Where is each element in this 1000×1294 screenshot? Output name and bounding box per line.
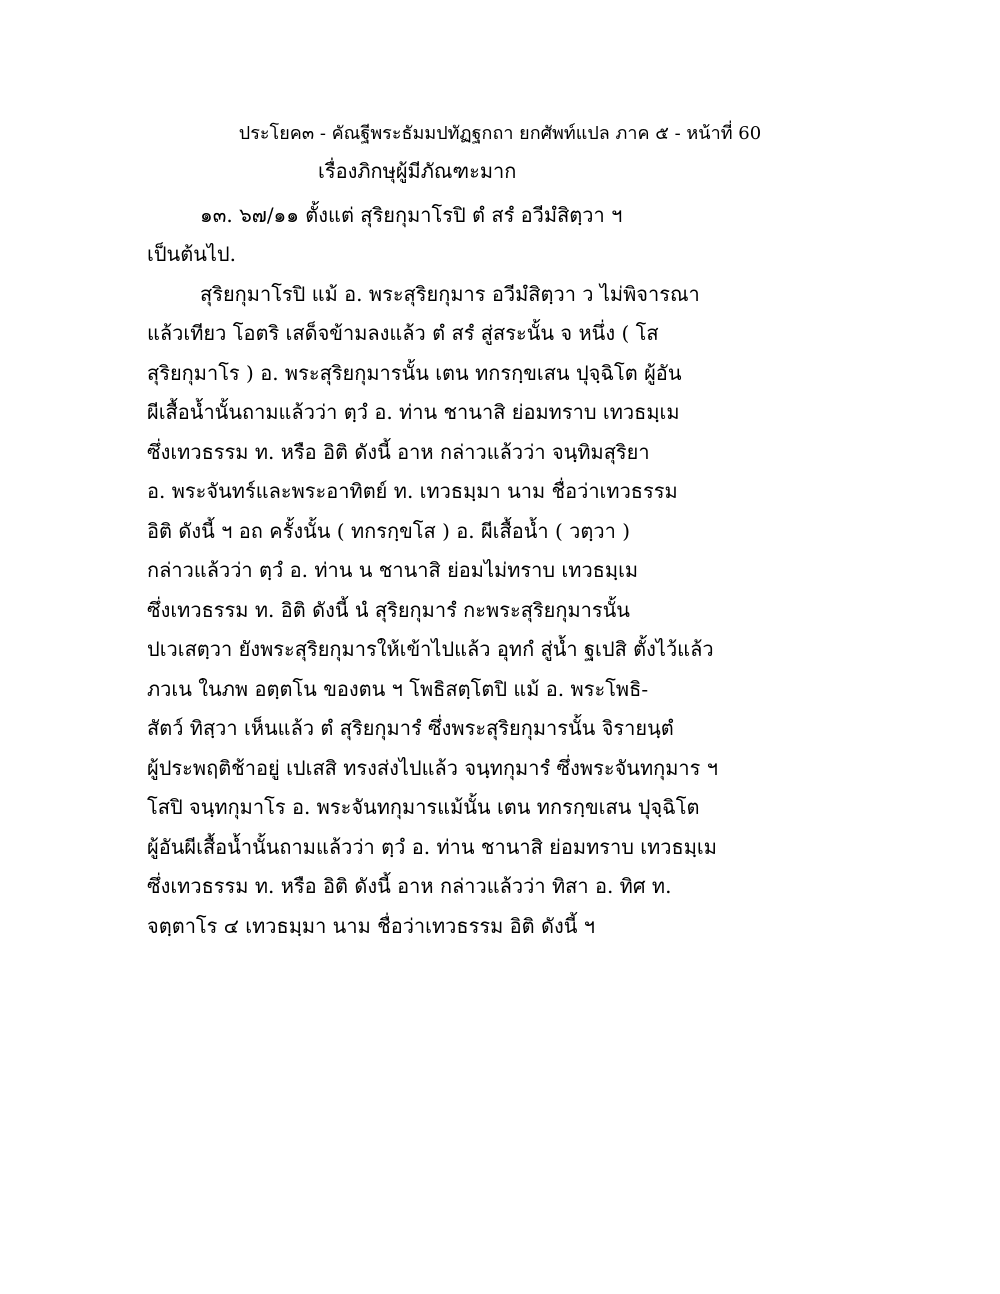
- text-line: อ. พระจันทร์และพระอาทิตย์ ท. เทวธมฺมา นาม ชื่อว่าเทวธรรม: [147, 479, 678, 503]
- text-line: โสปิ จนฺทกุมาโร อ. พระจันทกุมารแม้นั้น เตน ทกรกฺขเสน ปุจฺฉิโต: [147, 795, 700, 819]
- text-line: ๑๓. ๖๗/๑๑ ตั้งแต่ สุริยกุมาโรปิ ตํ สรํ อวีมํสิตฺวา ฯ: [200, 203, 623, 227]
- running-header: ประโยค๓ - คัณฐีพระธัมมปทัฏฐกถา ยกศัพท์แปล ภาค ๕ - หน้าที่ 60: [238, 123, 762, 144]
- text-line: ซึ่งเทวธรรม ท. หรือ อิติ ดังนี้ อาห กล่าวแล้วว่า จนฺทิมสุริยา: [147, 440, 650, 464]
- text-line: สัตว์ ทิสฺวา เห็นแล้ว ตํ สุริยกุมารํ ซึ่งพระสุริยกุมารนั้น จิรายนฺตํ: [147, 716, 674, 740]
- text-line: แล้วเทียว โอตริ เสด็จข้ามลงแล้ว ตํ สรํ สู่สระนั้น จ หนึ่ง ( โส: [147, 321, 659, 345]
- text-line: สุริยกุมาโร ) อ. พระสุริยกุมารนั้น เตน ทกรกฺขเสน ปุจฺฉิโต ผู้อัน: [147, 361, 682, 385]
- story-title: เรื่องภิกษุผู้มีภัณฑะมาก: [318, 159, 517, 183]
- text-line: ผู้ประพฤติช้าอยู่ เปเสสิ ทรงส่งไปแล้ว จนฺทกุมารํ ซึ่งพระจันทกุมาร ฯ: [147, 756, 718, 780]
- text-line: ผู้อันผีเสื้อน้ำนั้นถามแล้วว่า ตฺวํ อ. ท่าน ชานาสิ ย่อมทราบ เทวธมฺเม: [147, 835, 717, 859]
- text-line: กล่าวแล้วว่า ตฺวํ อ. ท่าน น ชานาสิ ย่อมไม่ทราบ เทวธมฺเม: [147, 558, 639, 582]
- text-line: ผีเสื้อน้ำนั้นถามแล้วว่า ตฺวํ อ. ท่าน ชานาสิ ย่อมทราบ เทวธมฺเม: [147, 400, 680, 424]
- text-line: ปเวเสตฺวา ยังพระสุริยกุมารให้เข้าไปแล้ว อุทกํ สู่น้ำ ฐเปสิ ตั้งไว้แล้ว: [147, 637, 714, 661]
- text-line: จตฺตาโร ๔ เทวธมฺมา นาม ชื่อว่าเทวธรรม อิติ ดังนี้ ฯ: [147, 914, 596, 938]
- text-line: ซึ่งเทวธรรม ท. หรือ อิติ ดังนี้ อาห กล่าวแล้วว่า ทิสา อ. ทิศ ท.: [147, 874, 672, 898]
- text-line: เป็นต้นไป.: [147, 242, 236, 266]
- text-line: อิติ ดังนี้ ฯ อถ ครั้งนั้น ( ทกรกฺขโส ) อ. ผีเสื้อน้ำ ( วตฺวา ): [147, 519, 630, 543]
- text-line: ภวเน ในภพ อตฺตโน ของตน ฯ โพธิสตฺโตปิ แม้ อ. พระโพธิ-: [147, 677, 649, 701]
- text-line: สุริยกุมาโรปิ แม้ อ. พระสุริยกุมาร อวีมํสิตฺวา ว ไม่พิจารณา: [200, 282, 700, 306]
- text-line: ซึ่งเทวธรรม ท. อิติ ดังนี้ นํ สุริยกุมารํ กะพระสุริยกุมารนั้น: [147, 598, 630, 622]
